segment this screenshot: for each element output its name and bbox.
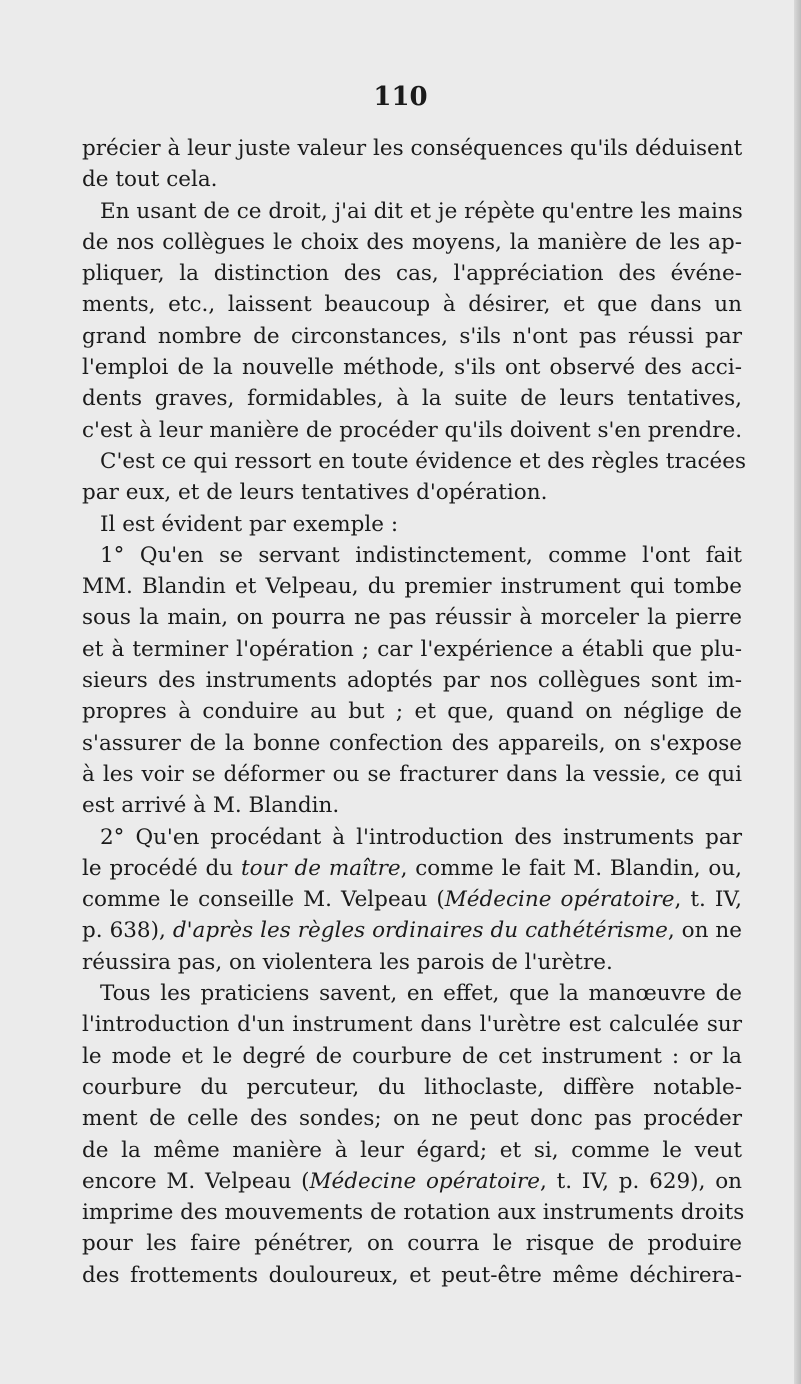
text-line: précier à leur juste valeur les conséquences qu'ils déduisent <box>82 136 743 161</box>
text-line-with-italic: encore M. Velpeau (Médecine opératoire, t. IV, p. 629), on <box>82 1168 742 1194</box>
text-line: est arrivé à M. Blandin. <box>82 793 340 819</box>
italic-phrase: tour de maître <box>240 855 401 881</box>
text-line: c'est à leur manière de procéder qu'ils doivent s'en prendre. <box>82 417 743 443</box>
text-line: l'emploi de la nouvelle méthode, s'ils ont observé des acci- <box>82 355 742 381</box>
text-line: propres à conduire au but ; et que, quand on néglige de <box>82 699 742 725</box>
text-line: réussira pas, on violentera les parois de l'urètre. <box>82 949 613 975</box>
italic-phrase: Médecine opératoire <box>444 887 675 913</box>
italic-phrase: d'après les règles ordinaires du cathétérisme <box>172 918 668 944</box>
text-line: courbure du percuteur, du lithoclaste, diffère notable- <box>82 1074 742 1100</box>
text-line: grand nombre de circonstances, s'ils n'ont pas réussi par <box>82 323 742 349</box>
text-line: pliquer, la distinction des cas, l'appréciation des événe- <box>82 261 742 287</box>
text-line: En usant de ce droit, j'ai dit et je répète qu'entre les mains <box>100 198 743 224</box>
text-line: à les voir se déformer ou se fracturer dans la vessie, ce qui <box>82 761 742 787</box>
text-line-with-italic: comme le conseille M. Velpeau (Médecine opératoire, t. IV, <box>82 887 742 913</box>
text-line: l'introduction d'un instrument dans l'urètre est calculée sur <box>82 1012 742 1038</box>
text-line-with-italic: p. 638), d'après les règles ordinaires du cathétérisme, on ne <box>82 918 742 944</box>
italic-phrase: Médecine opératoire <box>309 1168 540 1194</box>
text-line: C'est ce qui ressort en toute évidence et des règles tracées <box>100 448 747 474</box>
text-line: des frottements douloureux, et peut-être même déchirera- <box>82 1262 742 1288</box>
text-line: sous la main, on pourra ne pas réussir à morceler la pierre <box>82 605 742 631</box>
page-number: 110 <box>373 82 428 112</box>
text-line: Il est évident par exemple : <box>100 511 399 537</box>
text-line: dents graves, formidables, à la suite de leurs tentatives, <box>82 386 742 412</box>
text-line: par eux, et de leurs tentatives d'opération. <box>82 480 548 506</box>
text-line: Tous les praticiens savent, en effet, que la manœuvre de <box>100 981 742 1007</box>
text-line-with-italic: le procédé du tour de maître, comme le fait M. Blandin, ou, <box>82 855 742 881</box>
text-line: sieurs des instruments adoptés par nos collègues sont im- <box>82 668 742 694</box>
text-line: le mode et le degré de courbure de cet instrument : or la <box>82 1043 742 1069</box>
text-line: s'assurer de la bonne confection des appareils, on s'expose <box>82 730 742 756</box>
text-line: MM. Blandin et Velpeau, du premier instrument qui tombe <box>82 574 742 600</box>
page-edge <box>794 0 801 1384</box>
text-line: 1° Qu'en se servant indistinctement, comme l'ont fait <box>100 542 742 568</box>
text-line: ment de celle des sondes; on ne peut donc pas procéder <box>82 1106 742 1132</box>
text-line: de la même manière à leur égard; et si, comme le veut <box>82 1137 742 1163</box>
text-line: 2° Qu'en procédant à l'introduction des instruments par <box>100 824 742 850</box>
text-line: de nos collègues le choix des moyens, la manière de les ap- <box>82 229 742 255</box>
text-line: pour les faire pénétrer, on courra le risque de produire <box>82 1231 742 1257</box>
text-line: ments, etc., laissent beaucoup à désirer, et que dans un <box>82 292 742 318</box>
text-line: et à terminer l'opération ; car l'expérience a établi que plu- <box>82 636 742 662</box>
body-text <box>82 133 747 1291</box>
text-line: imprime des mouvements de rotation aux instruments droits <box>82 1200 745 1226</box>
text-line: de tout cela. <box>82 167 218 193</box>
